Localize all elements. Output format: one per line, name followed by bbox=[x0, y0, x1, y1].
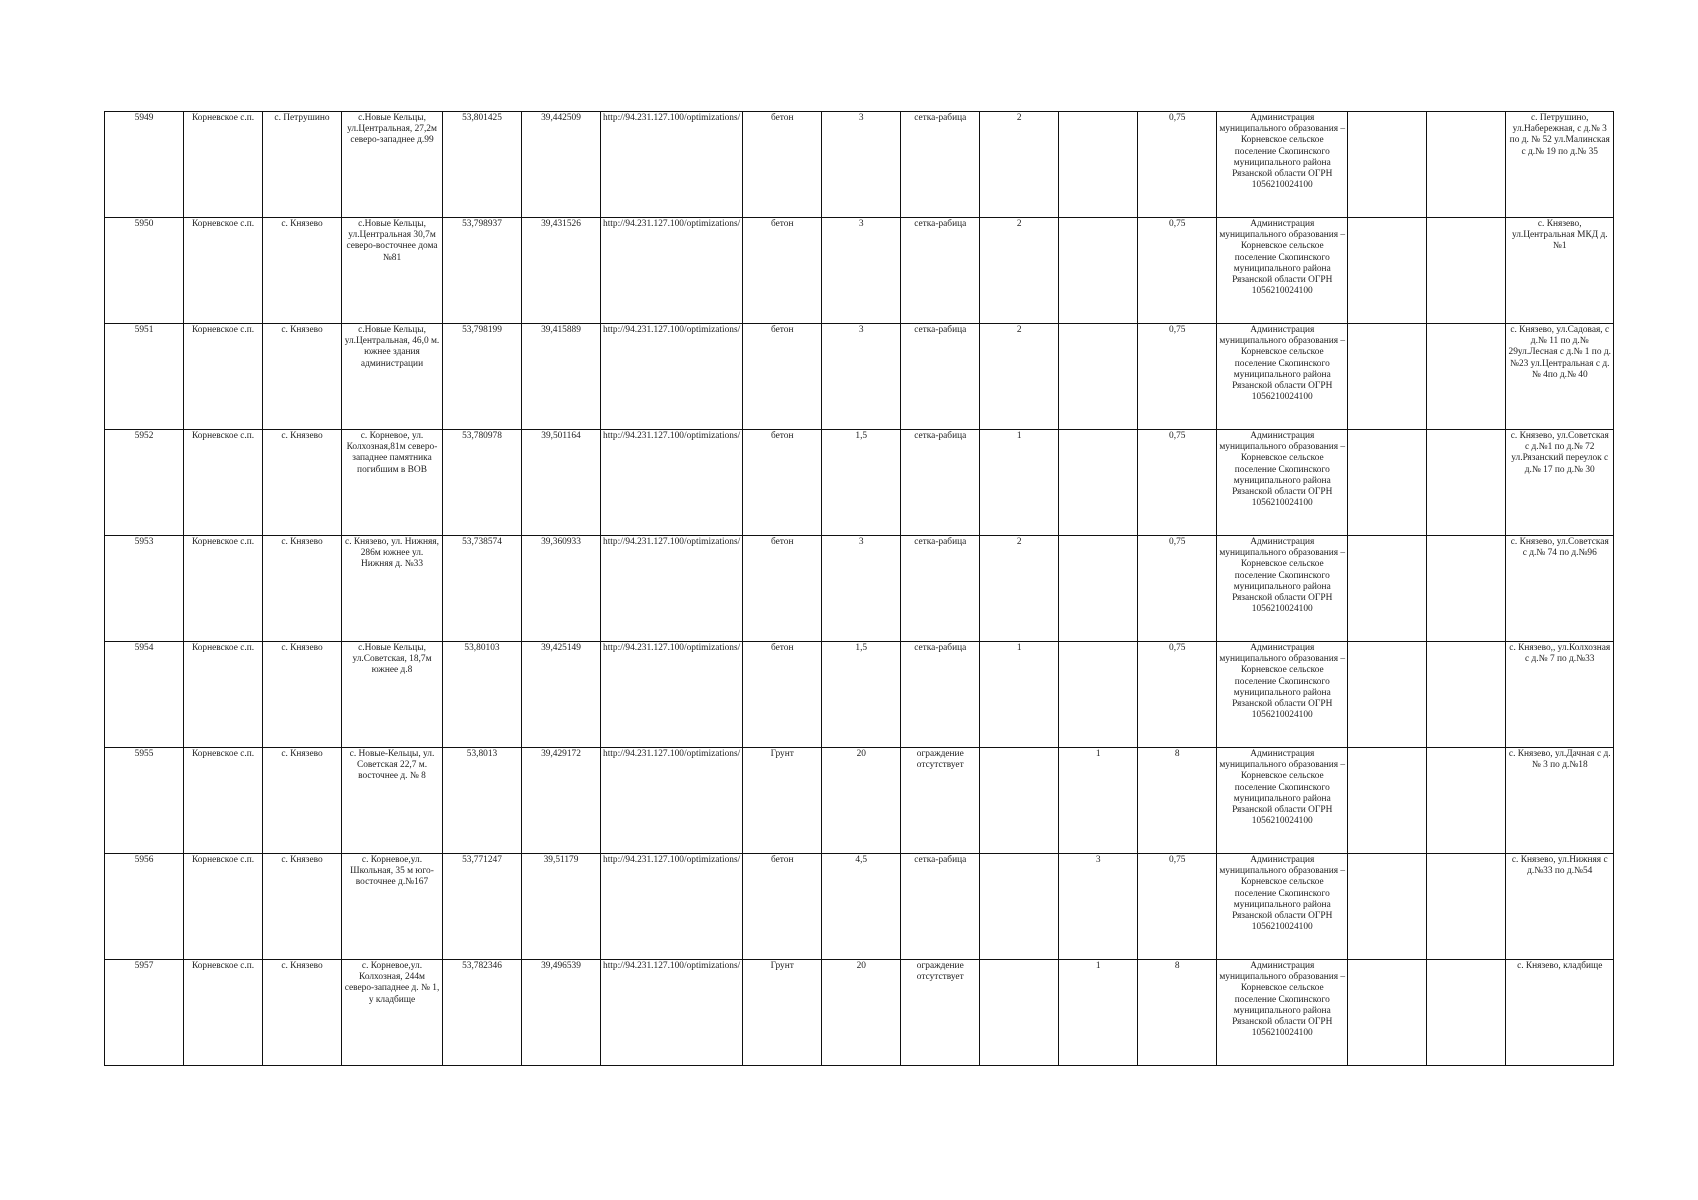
area-cell: 4,5 bbox=[822, 854, 901, 960]
surface-cell: бетон bbox=[743, 854, 822, 960]
latitude-cell: 53,771247 bbox=[443, 854, 522, 960]
containers-a-cell: 2 bbox=[980, 324, 1059, 430]
volume-cell: 8 bbox=[1138, 748, 1217, 854]
containers-b-cell bbox=[1059, 324, 1138, 430]
area-cell: 1,5 bbox=[822, 430, 901, 536]
empty-cell bbox=[1427, 218, 1506, 324]
longitude-cell: 39,429172 bbox=[522, 748, 601, 854]
empty-cell bbox=[1348, 642, 1427, 748]
latitude-cell: 53,780978 bbox=[443, 430, 522, 536]
surface-cell: Грунт bbox=[743, 748, 822, 854]
containers-b-cell bbox=[1059, 112, 1138, 218]
owner-cell: Администрация муниципального образования – Корневское сельское поселение Скопинского муниципального района Рязанской области ОГРН 1056210024100 bbox=[1217, 536, 1348, 642]
sources-cell: с. Князево, ул.Советская с д.№ 74 по д.№96 bbox=[1506, 536, 1614, 642]
empty-cell bbox=[1348, 430, 1427, 536]
address-cell: с. Князево, ул. Нижняя, 286м южнее ул. Нижняя д. №33 bbox=[342, 536, 443, 642]
settlement-cell: Корневское с.п. bbox=[184, 536, 263, 642]
empty-cell bbox=[1348, 218, 1427, 324]
sites-table bbox=[104, 111, 1614, 1066]
settlement-cell: Корневское с.п. bbox=[184, 430, 263, 536]
table-row bbox=[105, 960, 1614, 1066]
table-row bbox=[105, 324, 1614, 430]
empty-cell bbox=[1427, 430, 1506, 536]
containers-a-cell bbox=[980, 854, 1059, 960]
table-row bbox=[105, 218, 1614, 324]
area-cell: 3 bbox=[822, 536, 901, 642]
containers-a-cell: 2 bbox=[980, 112, 1059, 218]
empty-cell bbox=[1427, 324, 1506, 430]
empty-cell bbox=[1348, 960, 1427, 1066]
row-id-cell: 5956 bbox=[105, 854, 184, 960]
link-cell: http://94.231.127.100/optimizations/ bbox=[601, 642, 743, 748]
containers-b-cell bbox=[1059, 642, 1138, 748]
table-row bbox=[105, 536, 1614, 642]
settlement-cell: Корневское с.п. bbox=[184, 960, 263, 1066]
latitude-cell: 53,8013 bbox=[443, 748, 522, 854]
longitude-cell: 39,501164 bbox=[522, 430, 601, 536]
row-id-cell: 5949 bbox=[105, 112, 184, 218]
table-row bbox=[105, 642, 1614, 748]
volume-cell: 0,75 bbox=[1138, 112, 1217, 218]
fence-cell: сетка-рабица bbox=[901, 536, 980, 642]
containers-a-cell: 2 bbox=[980, 536, 1059, 642]
longitude-cell: 39,415889 bbox=[522, 324, 601, 430]
sources-cell: с. Князево, ул.Нижняя с д.№33 по д.№54 bbox=[1506, 854, 1614, 960]
village-cell: с. Князево bbox=[263, 960, 342, 1066]
table-row bbox=[105, 854, 1614, 960]
area-cell: 3 bbox=[822, 324, 901, 430]
owner-cell: Администрация муниципального образования – Корневское сельское поселение Скопинского муниципального района Рязанской области ОГРН 1056210024100 bbox=[1217, 748, 1348, 854]
row-id-cell: 5957 bbox=[105, 960, 184, 1066]
owner-cell: Администрация муниципального образования – Корневское сельское поселение Скопинского муниципального района Рязанской области ОГРН 1056210024100 bbox=[1217, 960, 1348, 1066]
area-cell: 3 bbox=[822, 218, 901, 324]
village-cell: с. Князево bbox=[263, 854, 342, 960]
row-id-cell: 5952 bbox=[105, 430, 184, 536]
link-cell: http://94.231.127.100/optimizations/ bbox=[601, 218, 743, 324]
sources-cell: с. Князево, ул.Центральная МКД д.№1 bbox=[1506, 218, 1614, 324]
village-cell: с. Князево bbox=[263, 642, 342, 748]
empty-cell bbox=[1427, 854, 1506, 960]
volume-cell: 8 bbox=[1138, 960, 1217, 1066]
longitude-cell: 39,442509 bbox=[522, 112, 601, 218]
owner-cell: Администрация муниципального образования – Корневское сельское поселение Скопинского муниципального района Рязанской области ОГРН 1056210024100 bbox=[1217, 430, 1348, 536]
owner-cell: Администрация муниципального образования – Корневское сельское поселение Скопинского муниципального района Рязанской области ОГРН 1056210024100 bbox=[1217, 112, 1348, 218]
volume-cell: 0,75 bbox=[1138, 324, 1217, 430]
latitude-cell: 53,798199 bbox=[443, 324, 522, 430]
table-row bbox=[105, 748, 1614, 854]
fence-cell: сетка-рабица bbox=[901, 218, 980, 324]
containers-b-cell bbox=[1059, 430, 1138, 536]
empty-cell bbox=[1427, 960, 1506, 1066]
empty-cell bbox=[1348, 748, 1427, 854]
row-id-cell: 5954 bbox=[105, 642, 184, 748]
settlement-cell: Корневское с.п. bbox=[184, 748, 263, 854]
sources-cell: с. Князево, ул.Дачная с д.№ 3 по д.№18 bbox=[1506, 748, 1614, 854]
surface-cell: Грунт bbox=[743, 960, 822, 1066]
area-cell: 20 bbox=[822, 960, 901, 1066]
empty-cell bbox=[1427, 642, 1506, 748]
volume-cell: 0,75 bbox=[1138, 854, 1217, 960]
surface-cell: бетон bbox=[743, 536, 822, 642]
settlement-cell: Корневское с.п. bbox=[184, 854, 263, 960]
latitude-cell: 53,738574 bbox=[443, 536, 522, 642]
link-cell: http://94.231.127.100/optimizations/ bbox=[601, 112, 743, 218]
village-cell: с. Князево bbox=[263, 218, 342, 324]
settlement-cell: Корневское с.п. bbox=[184, 642, 263, 748]
containers-a-cell: 1 bbox=[980, 430, 1059, 536]
sources-cell: с. Петрушино, ул.Набережная, с д.№ 3 по д. № 52 ул.Малинская с д.№ 19 по д.№ 35 bbox=[1506, 112, 1614, 218]
area-cell: 1,5 bbox=[822, 642, 901, 748]
containers-b-cell: 3 bbox=[1059, 854, 1138, 960]
table-row bbox=[105, 430, 1614, 536]
village-cell: с. Князево bbox=[263, 536, 342, 642]
empty-cell bbox=[1427, 112, 1506, 218]
owner-cell: Администрация муниципального образования – Корневское сельское поселение Скопинского муниципального района Рязанской области ОГРН 1056210024100 bbox=[1217, 218, 1348, 324]
address-cell: с. Новые-Кельцы, ул. Советская 22,7 м. восточнее д. № 8 bbox=[342, 748, 443, 854]
fence-cell: сетка-рабица bbox=[901, 854, 980, 960]
containers-b-cell: 1 bbox=[1059, 960, 1138, 1066]
fence-cell: сетка-рабица bbox=[901, 324, 980, 430]
row-id-cell: 5955 bbox=[105, 748, 184, 854]
fence-cell: ограждение отсутствует bbox=[901, 748, 980, 854]
longitude-cell: 39,431526 bbox=[522, 218, 601, 324]
address-cell: с.Новые Кельцы, ул.Центральная, 46,0 м. южнее здания администрации bbox=[342, 324, 443, 430]
volume-cell: 0,75 bbox=[1138, 218, 1217, 324]
containers-b-cell bbox=[1059, 218, 1138, 324]
table-body bbox=[105, 112, 1614, 1066]
address-cell: с.Новые Кельцы, ул.Центральная 30,7м северо-восточнее дома №81 bbox=[342, 218, 443, 324]
sources-cell: с. Князево, ул.Советская с д.№1 по д.№ 72 ул.Рязанский переулок с д.№ 17 по д.№ 30 bbox=[1506, 430, 1614, 536]
volume-cell: 0,75 bbox=[1138, 430, 1217, 536]
address-cell: с. Корневое,ул. Колхозная, 244м северо-западнее д. № 1, у кладбище bbox=[342, 960, 443, 1066]
owner-cell: Администрация муниципального образования – Корневское сельское поселение Скопинского муниципального района Рязанской области ОГРН 1056210024100 bbox=[1217, 642, 1348, 748]
village-cell: с. Князево bbox=[263, 430, 342, 536]
empty-cell bbox=[1348, 536, 1427, 642]
containers-a-cell: 2 bbox=[980, 218, 1059, 324]
fence-cell: сетка-рабица bbox=[901, 430, 980, 536]
longitude-cell: 39,496539 bbox=[522, 960, 601, 1066]
sources-cell: с. Князево, кладбище bbox=[1506, 960, 1614, 1066]
surface-cell: бетон bbox=[743, 642, 822, 748]
longitude-cell: 39,360933 bbox=[522, 536, 601, 642]
latitude-cell: 53,801425 bbox=[443, 112, 522, 218]
latitude-cell: 53,80103 bbox=[443, 642, 522, 748]
sources-cell: с. Князево, ул.Садовая, с д.№ 11 по д.№ 29ул.Лесная с д.№ 1 по д.№23 ул.Центральная с д.№ 4по д.№ 40 bbox=[1506, 324, 1614, 430]
link-cell: http://94.231.127.100/optimizations/ bbox=[601, 430, 743, 536]
area-cell: 3 bbox=[822, 112, 901, 218]
link-cell: http://94.231.127.100/optimizations/ bbox=[601, 536, 743, 642]
address-cell: с.Новые Кельцы, ул.Центральная, 27,2м северо-западнее д.99 bbox=[342, 112, 443, 218]
containers-b-cell bbox=[1059, 536, 1138, 642]
link-cell: http://94.231.127.100/optimizations/ bbox=[601, 960, 743, 1066]
latitude-cell: 53,782346 bbox=[443, 960, 522, 1066]
longitude-cell: 39,425149 bbox=[522, 642, 601, 748]
volume-cell: 0,75 bbox=[1138, 642, 1217, 748]
empty-cell bbox=[1427, 748, 1506, 854]
surface-cell: бетон bbox=[743, 324, 822, 430]
containers-a-cell bbox=[980, 960, 1059, 1066]
empty-cell bbox=[1348, 324, 1427, 430]
fence-cell: сетка-рабица bbox=[901, 642, 980, 748]
link-cell: http://94.231.127.100/optimizations/ bbox=[601, 854, 743, 960]
area-cell: 20 bbox=[822, 748, 901, 854]
containers-b-cell: 1 bbox=[1059, 748, 1138, 854]
address-cell: с. Корневое, ул. Колхозная,81м северо-западнее памятника погибшим в ВОВ bbox=[342, 430, 443, 536]
table-row bbox=[105, 112, 1614, 218]
owner-cell: Администрация муниципального образования – Корневское сельское поселение Скопинского муниципального района Рязанской области ОГРН 1056210024100 bbox=[1217, 854, 1348, 960]
containers-a-cell: 1 bbox=[980, 642, 1059, 748]
village-cell: с. Петрушино bbox=[263, 112, 342, 218]
settlement-cell: Корневское с.п. bbox=[184, 218, 263, 324]
surface-cell: бетон bbox=[743, 430, 822, 536]
empty-cell bbox=[1348, 112, 1427, 218]
address-cell: с. Корневое,ул. Школьная, 35 м юго-восточнее д.№167 bbox=[342, 854, 443, 960]
latitude-cell: 53,798937 bbox=[443, 218, 522, 324]
link-cell: http://94.231.127.100/optimizations/ bbox=[601, 748, 743, 854]
fence-cell: ограждение отсутствует bbox=[901, 960, 980, 1066]
owner-cell: Администрация муниципального образования – Корневское сельское поселение Скопинского муниципального района Рязанской области ОГРН 1056210024100 bbox=[1217, 324, 1348, 430]
settlement-cell: Корневское с.п. bbox=[184, 112, 263, 218]
village-cell: с. Князево bbox=[263, 748, 342, 854]
surface-cell: бетон bbox=[743, 218, 822, 324]
containers-a-cell bbox=[980, 748, 1059, 854]
sources-cell: с. Князево,, ул.Колхозная с д.№ 7 по д.№33 bbox=[1506, 642, 1614, 748]
empty-cell bbox=[1427, 536, 1506, 642]
address-cell: с.Новые Кельцы, ул.Советская, 18,7м южнее д.8 bbox=[342, 642, 443, 748]
volume-cell: 0,75 bbox=[1138, 536, 1217, 642]
empty-cell bbox=[1348, 854, 1427, 960]
surface-cell: бетон bbox=[743, 112, 822, 218]
link-cell: http://94.231.127.100/optimizations/ bbox=[601, 324, 743, 430]
row-id-cell: 5953 bbox=[105, 536, 184, 642]
settlement-cell: Корневское с.п. bbox=[184, 324, 263, 430]
row-id-cell: 5950 bbox=[105, 218, 184, 324]
fence-cell: сетка-рабица bbox=[901, 112, 980, 218]
longitude-cell: 39,51179 bbox=[522, 854, 601, 960]
row-id-cell: 5951 bbox=[105, 324, 184, 430]
village-cell: с. Князево bbox=[263, 324, 342, 430]
